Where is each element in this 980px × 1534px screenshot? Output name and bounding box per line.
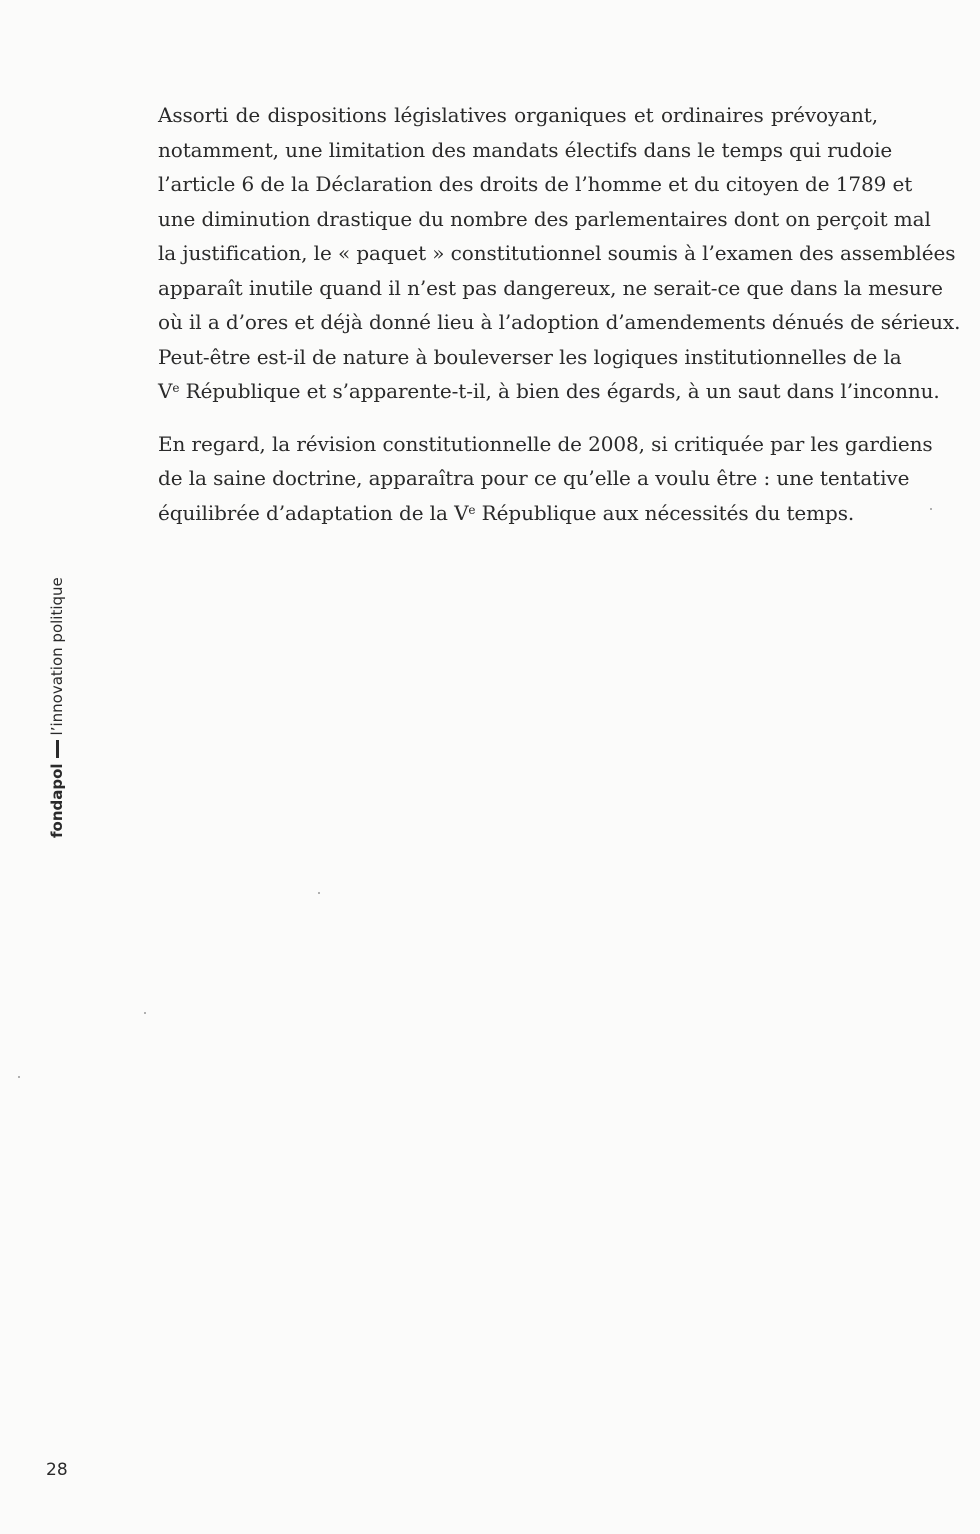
- scan-speck: [18, 1076, 20, 1078]
- scan-speck: [144, 1012, 146, 1014]
- text-line: [158, 374, 940, 409]
- page-number: 28: [46, 1460, 68, 1480]
- text-line: la justification, le « paquet » constitutionnel soumis à l’examen des assemblées: [158, 241, 956, 265]
- text-fragment: V: [158, 379, 173, 403]
- text-line: notamment, une limitation des mandats électifs dans le temps qui rudoie: [158, 137, 893, 162]
- scan-speck: [930, 508, 932, 510]
- body-text: [158, 98, 961, 548]
- superscript: e: [468, 502, 476, 517]
- text-line: En regard, la révision constitutionnelle de 2008, si critiquée par les gardiens: [158, 431, 933, 456]
- text-line: Peut-être est-il de nature à bouleverser les logiques institutionnelles de la: [158, 344, 902, 369]
- text-line: une diminution drastique du nombre des parlementaires dont on perçoit mal: [158, 206, 931, 231]
- text-line: de la saine doctrine, apparaîtra pour ce qu’elle a voulu être : une tentative: [158, 466, 910, 490]
- scan-speck: [318, 892, 320, 894]
- text-line: Assorti de dispositions législatives organiques et ordinaires prévoyant,: [158, 103, 878, 127]
- paragraph-2: [158, 427, 933, 531]
- text-line: [158, 496, 878, 531]
- text-fragment: République aux nécessités du temps.: [475, 500, 855, 525]
- text-fragment: équilibrée d’adaptation de la V: [158, 500, 469, 525]
- paragraph-1: [158, 98, 961, 409]
- text-line: où il a d’ores et déjà donné lieu à l’adoption d’amendements dénués de sérieux.: [158, 310, 961, 334]
- text-line: apparaît inutile quand il n’est pas dangereux, ne serait-ce que dans la mesure: [158, 275, 943, 300]
- publisher-tagline: l’innovation politique: [48, 577, 66, 736]
- text-line: l’article 6 de la Déclaration des droits de l’homme et du citoyen de 1789 et: [158, 172, 913, 196]
- superscript: e: [172, 381, 180, 395]
- text-fragment: République et s’apparente-t-il, à bien des égards, à un saut dans l’inconnu.: [179, 379, 940, 403]
- publisher-sidebar-label: [48, 577, 66, 838]
- publisher-brand: fondapol: [48, 763, 66, 838]
- divider-bar: [56, 740, 59, 758]
